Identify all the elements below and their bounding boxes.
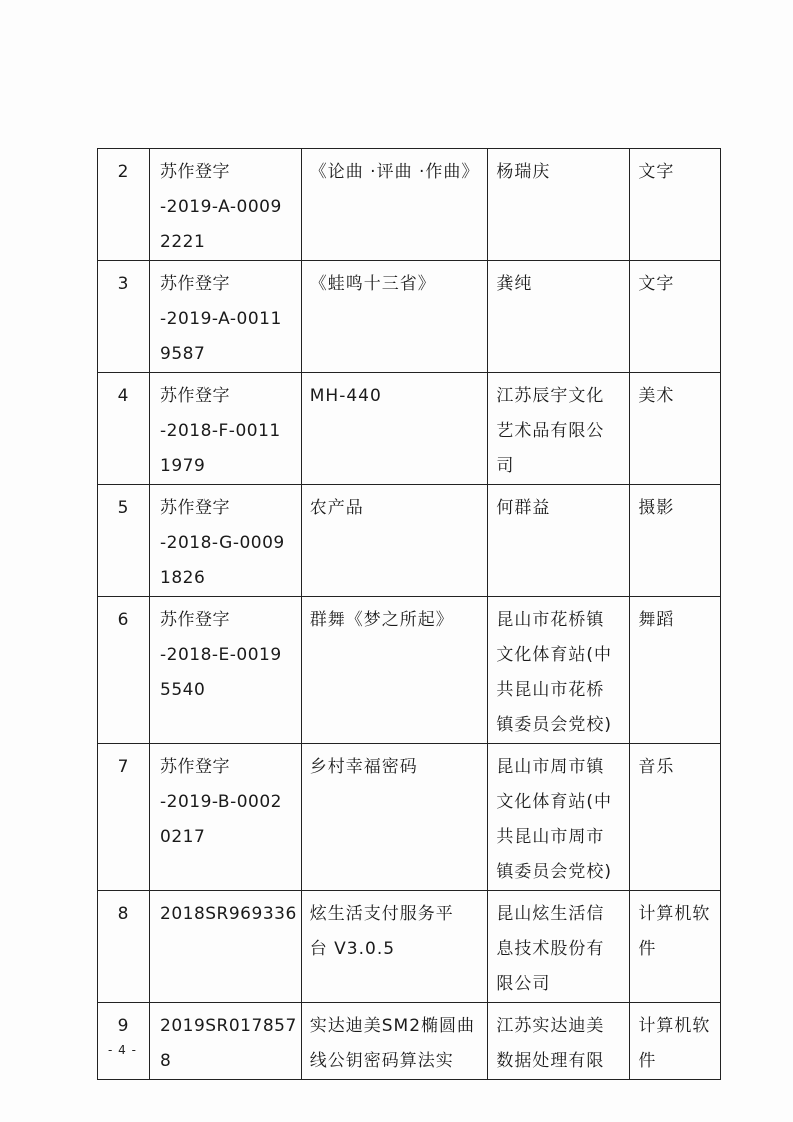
cell-text-line: 2221 bbox=[160, 232, 206, 252]
cell-text: 6 bbox=[117, 610, 130, 630]
cell-text-line: 文字 bbox=[638, 274, 675, 294]
cell-text-line: 1826 bbox=[160, 568, 206, 588]
cell-text-line: 《蛙鸣十三省》 bbox=[309, 274, 436, 294]
cell-text-line: 司 bbox=[496, 456, 515, 476]
cell-registration-number bbox=[150, 597, 302, 744]
cell-text-line: 苏作登字 bbox=[160, 386, 230, 406]
cell-text-line: 件 bbox=[638, 1051, 657, 1071]
cell-work-title bbox=[301, 485, 488, 597]
cell-text: 8 bbox=[117, 904, 130, 924]
cell-text-line: 苏作登字 bbox=[160, 274, 230, 294]
cell-text-line: 苏作登字 bbox=[160, 757, 230, 777]
cell-text: 2 bbox=[117, 162, 130, 182]
cell-category bbox=[630, 261, 721, 373]
cell-text-line: 艺术品有限公 bbox=[496, 421, 605, 441]
cell-category bbox=[630, 744, 721, 891]
cell-text-line: 音乐 bbox=[638, 757, 675, 777]
cell-text-line: 2019SR017857 bbox=[160, 1016, 297, 1036]
cell-registration-number bbox=[150, 1003, 302, 1080]
cell-registration-number bbox=[150, 261, 302, 373]
cell-text-line: 江苏实达迪美 bbox=[496, 1016, 605, 1036]
cell-text-line: 息技术股份有 bbox=[496, 939, 605, 959]
cell-text-line: 群舞《梦之所起》 bbox=[309, 610, 454, 630]
cell-text-line: 江苏辰宇文化 bbox=[496, 386, 605, 406]
cell-text: 7 bbox=[117, 757, 130, 777]
cell-text-line: 炫生活支付服务平 bbox=[309, 904, 454, 924]
cell-work-title bbox=[301, 149, 488, 261]
cell-number bbox=[98, 485, 150, 597]
cell-work-title bbox=[301, 261, 488, 373]
cell-author bbox=[488, 891, 630, 1003]
cell-text-line: 文字 bbox=[638, 162, 675, 182]
cell-text-line: -2018-G-0009 bbox=[160, 533, 285, 553]
cell-text: 5 bbox=[117, 498, 130, 518]
cell-category bbox=[630, 597, 721, 744]
cell-number bbox=[98, 149, 150, 261]
cell-text-line: 乡村幸福密码 bbox=[309, 757, 418, 777]
cell-text-line: 苏作登字 bbox=[160, 498, 230, 518]
cell-number bbox=[98, 597, 150, 744]
cell-text-line: 农产品 bbox=[309, 498, 364, 518]
cell-text-line: 台 V3.0.5 bbox=[309, 939, 396, 959]
table-row bbox=[98, 1003, 721, 1080]
cell-registration-number bbox=[150, 149, 302, 261]
table-row bbox=[98, 485, 721, 597]
cell-work-title bbox=[301, 1003, 488, 1080]
cell-text-line: 共昆山市花桥 bbox=[496, 680, 605, 700]
cell-work-title bbox=[301, 597, 488, 744]
cell-registration-number bbox=[150, 891, 302, 1003]
cell-text-line: 苏作登字 bbox=[160, 610, 230, 630]
cell-text-line: 苏作登字 bbox=[160, 162, 230, 182]
cell-author bbox=[488, 1003, 630, 1080]
cell-number bbox=[98, 891, 150, 1003]
cell-registration-number bbox=[150, 744, 302, 891]
cell-text-line: 线公钥密码算法实 bbox=[309, 1051, 454, 1071]
cell-text-line: -2019-A-0009 bbox=[160, 197, 282, 217]
cell-text-line: 共昆山市周市 bbox=[496, 827, 605, 847]
cell-text-line: 杨瑞庆 bbox=[496, 162, 551, 182]
cell-text-line: 《论曲 ·评曲 ·作曲》 bbox=[309, 162, 480, 182]
cell-work-title bbox=[301, 891, 488, 1003]
table-row bbox=[98, 597, 721, 744]
cell-text-line: -2019-A-0011 bbox=[160, 309, 282, 329]
cell-text-line: -2018-F-0011 bbox=[160, 421, 281, 441]
cell-text-line: 文化体育站(中 bbox=[496, 645, 613, 665]
cell-text-line: 0217 bbox=[160, 827, 206, 847]
cell-author bbox=[488, 485, 630, 597]
cell-text-line: 摄影 bbox=[638, 498, 675, 518]
cell-text-line: 何群益 bbox=[496, 498, 551, 518]
cell-text-line: 文化体育站(中 bbox=[496, 792, 613, 812]
cell-text-line: 昆山市周市镇 bbox=[496, 757, 605, 777]
cell-text-line: 镇委员会党校) bbox=[496, 862, 613, 882]
cell-category bbox=[630, 485, 721, 597]
table-row bbox=[98, 891, 721, 1003]
cell-number bbox=[98, 1003, 150, 1080]
cell-category bbox=[630, 149, 721, 261]
registration-table bbox=[97, 148, 721, 1080]
cell-registration-number bbox=[150, 373, 302, 485]
cell-text-line: 实达迪美SM2椭圆曲 bbox=[309, 1016, 476, 1036]
cell-text-line: 2018SR969336 bbox=[160, 904, 297, 924]
table-row bbox=[98, 149, 721, 261]
cell-number bbox=[98, 261, 150, 373]
cell-text-line: MH-440 bbox=[309, 386, 382, 406]
cell-text-line: 美术 bbox=[638, 386, 675, 406]
cell-text-line: -2019-B-0002 bbox=[160, 792, 282, 812]
cell-category bbox=[630, 373, 721, 485]
cell-text-line: 9587 bbox=[160, 344, 206, 364]
cell-text-line: 数据处理有限 bbox=[496, 1051, 605, 1071]
cell-text-line: 8 bbox=[160, 1051, 172, 1071]
cell-text-line: 件 bbox=[638, 939, 657, 959]
cell-text-line: 计算机软 bbox=[638, 904, 711, 924]
cell-text-line: 5540 bbox=[160, 680, 206, 700]
cell-text-line: 舞蹈 bbox=[638, 610, 675, 630]
table-row bbox=[98, 261, 721, 373]
cell-text-line: 计算机软 bbox=[638, 1016, 711, 1036]
cell-text-line: 昆山市花桥镇 bbox=[496, 610, 605, 630]
cell-text: 4 bbox=[117, 386, 130, 406]
cell-author bbox=[488, 149, 630, 261]
cell-category bbox=[630, 891, 721, 1003]
cell-author bbox=[488, 261, 630, 373]
cell-text-line: 昆山炫生活信 bbox=[496, 904, 605, 924]
cell-text-line: -2018-E-0019 bbox=[160, 645, 282, 665]
cell-text-line: 限公司 bbox=[496, 974, 551, 994]
cell-author bbox=[488, 597, 630, 744]
cell-work-title bbox=[301, 744, 488, 891]
cell-text-line: 镇委员会党校) bbox=[496, 715, 613, 735]
cell-text: 9 bbox=[117, 1016, 130, 1036]
cell-category bbox=[630, 1003, 721, 1080]
cell-text: 3 bbox=[117, 274, 130, 294]
page-number: - 4 - bbox=[108, 1043, 137, 1057]
cell-number bbox=[98, 744, 150, 891]
table-body bbox=[98, 149, 721, 1080]
cell-work-title bbox=[301, 373, 488, 485]
cell-text-line: 1979 bbox=[160, 456, 206, 476]
cell-author bbox=[488, 744, 630, 891]
table-row bbox=[98, 373, 721, 485]
cell-registration-number bbox=[150, 485, 302, 597]
cell-author bbox=[488, 373, 630, 485]
table-row bbox=[98, 744, 721, 891]
cell-number bbox=[98, 373, 150, 485]
cell-text-line: 龚纯 bbox=[496, 274, 533, 294]
